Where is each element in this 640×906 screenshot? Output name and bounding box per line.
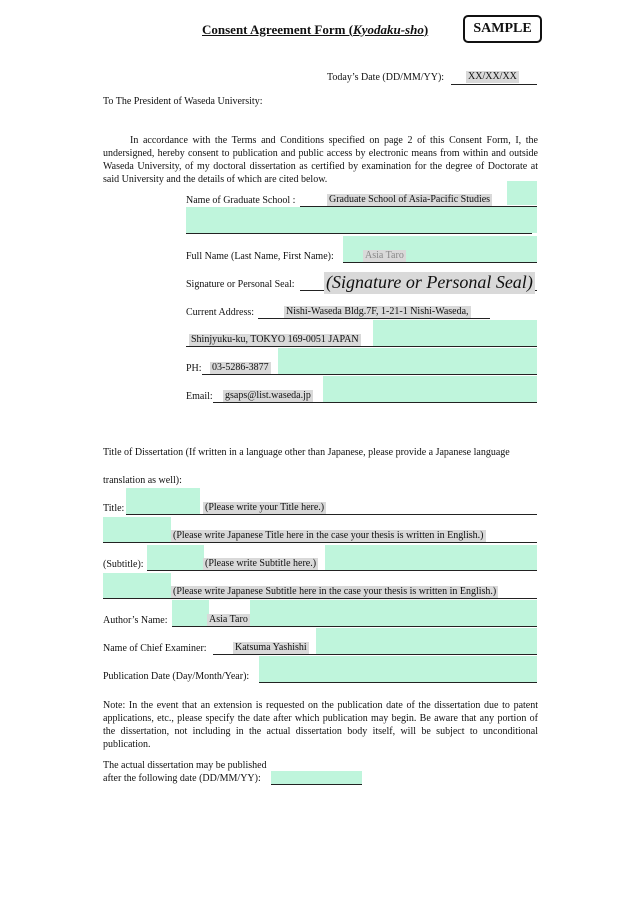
subtitle-label: (Subtitle):: [103, 559, 144, 570]
address-field-line1[interactable]: Nishi-Waseda Bldg.7F, 1-21-1 Nishi-Waseda,: [286, 306, 469, 317]
date-label: Today’s Date (DD/MM/YY):: [327, 72, 445, 83]
author-label: Author’s Name:: [103, 615, 168, 626]
fullname-field[interactable]: Asia Taro: [365, 250, 404, 261]
email-field[interactable]: gsaps@list.waseda.jp: [225, 390, 311, 401]
title-hint: (Please write your Title here.): [205, 502, 325, 513]
dissertation-intro-2: translation as well):: [103, 475, 182, 486]
intro-paragraph: In accordance with the Terms and Conditions specified on page 2 of this Consent Form, I, the undersigned, hereby consent to publication and public access by electronic means from within and outside Waseda University, of my doctoral dissertation as certified by examination for the degree of Doctorate at said University and the details of which are cited below.: [103, 135, 538, 185]
note-paragraph: Note: In the event that an extension is requested on the publication date of the dissertation due to patent applications, etc., please specify the date after which publication may begin. Be aware that any portion of the dissertation, not including in the actual dissertation body itself, will be subject to unconditional publication.: [103, 700, 538, 750]
addressee: To The President of Waseda University:: [103, 96, 263, 107]
pubdate-label: Publication Date (Day/Month/Year):: [103, 671, 250, 682]
phone-field[interactable]: 03-5286-3877: [212, 362, 269, 373]
title-label: Title:: [103, 503, 125, 514]
subtitle-field[interactable]: [147, 545, 204, 570]
japanese-subtitle-field[interactable]: [103, 573, 171, 598]
seal-label: Signature or Personal Seal:: [186, 279, 295, 290]
publish-line-2: after the following date (DD/MM/YY):: [103, 773, 261, 784]
subtitle-hint: (Please write Subtitle here.): [205, 558, 317, 569]
pubdate-field[interactable]: [259, 656, 537, 682]
japanese-subtitle-hint: (Please write Japanese Subtitle here in the case your thesis is written in English.): [173, 586, 497, 597]
publish-date-field[interactable]: [271, 771, 362, 784]
examiner-field[interactable]: Katsuma Yashishi: [235, 642, 307, 653]
japanese-title-hint: (Please write Japanese Title here in the case your thesis is written in English.): [173, 530, 484, 541]
fullname-label: Full Name (Last Name, First Name):: [186, 251, 334, 262]
dissertation-intro: Title of Dissertation (If written in a language other than Japanese, please provide a Japanese language: [103, 447, 510, 458]
address-label: Current Address:: [186, 307, 255, 318]
phone-label: PH:: [186, 363, 202, 374]
school-field[interactable]: Graduate School of Asia-Pacific Studies: [329, 194, 491, 205]
seal-field[interactable]: (Signature or Personal Seal): [326, 272, 533, 292]
date-field[interactable]: XX/XX/XX: [468, 71, 517, 82]
school-label: Name of Graduate School :: [186, 195, 296, 206]
japanese-title-field[interactable]: [103, 517, 171, 542]
sample-badge: SAMPLE: [463, 15, 542, 43]
form-title: Consent Agreement Form (Kyodaku-sho): [202, 22, 429, 37]
address-field-line2[interactable]: Shinjyuku-ku, TOKYO 169-0051 JAPAN: [191, 334, 359, 345]
author-field[interactable]: Asia Taro: [209, 614, 248, 625]
examiner-label: Name of Chief Examiner:: [103, 643, 207, 654]
title-field[interactable]: [126, 488, 200, 514]
publish-line-1: The actual dissertation may be published: [103, 760, 267, 771]
school-field-line2[interactable]: [186, 207, 537, 233]
email-label: Email:: [186, 391, 213, 402]
